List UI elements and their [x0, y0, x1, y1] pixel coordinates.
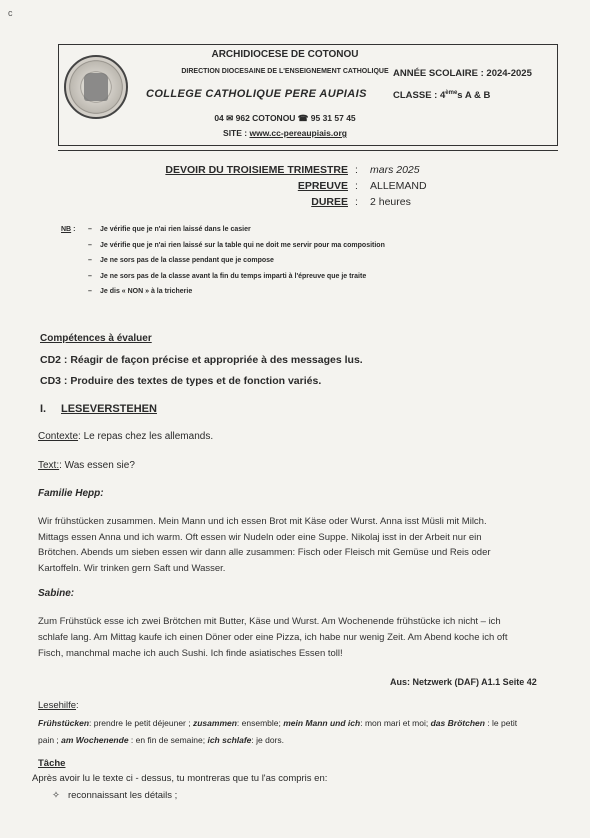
- competence-cd2: CD2 : Réagir de façon précise et appropriée à des messages lus.: [40, 354, 363, 366]
- nb-dash: –: [88, 241, 92, 249]
- exam-epreuve-value: ALLEMAND: [370, 180, 427, 192]
- gloss-fr: : en fin de semaine;: [128, 735, 208, 745]
- header-school-year: ANNÉE SCOLAIRE : 2024-2025: [393, 68, 532, 79]
- exam-epreuve-label: EPREUVE: [297, 180, 348, 192]
- class-suffix: s A & B: [457, 90, 491, 102]
- exam-title-value: mars 2025: [370, 164, 420, 176]
- gloss-fr: : je dors.: [251, 735, 285, 745]
- sabine-colon: :: [70, 588, 75, 599]
- class-sup: ème: [445, 90, 458, 96]
- gloss-de: Frühstücken: [38, 718, 90, 728]
- header-class: [393, 90, 490, 101]
- familie-line: Brötchen. Abends um sieben essen wir dann alle zusammen: Fisch oder Fleisch mit Gemüse und Reis oder: [38, 547, 491, 558]
- nb-dash: –: [88, 257, 92, 264]
- tache-bullet-text: reconnaissant les détails ;: [67, 790, 178, 801]
- familie-colon: :: [100, 488, 104, 499]
- header-contact: 04 ✉ 962 COTONOU ☎ 95 31 57 45: [214, 113, 356, 123]
- site-label: SITE :: [223, 128, 250, 138]
- nb-dash: –: [88, 226, 92, 233]
- context-line: [38, 431, 213, 442]
- gloss-de: ich schlafe: [207, 735, 252, 745]
- sabine-label: Sabine: [38, 588, 71, 599]
- exam-colon-3: :: [355, 196, 358, 208]
- competence-cd3: CD3 : Produire des textes de types et de fonction variés.: [40, 375, 322, 387]
- familie-paragraph: [38, 514, 558, 576]
- nb-item-text: Je ne sors pas de la classe pendant que je compose: [100, 257, 274, 264]
- gloss-fr: : le petit: [484, 718, 518, 728]
- sabine-paragraph: [38, 614, 558, 662]
- nb-label-text: NB: [61, 226, 72, 233]
- lesehilfe-line-2: [38, 735, 284, 745]
- sabine-line: Zum Frühstück esse ich zwei Brötchen mit Butter, Käse und Wurst. Am Wochenende frühstücke ich nicht – ich: [38, 616, 501, 627]
- familie-line: Kartoffeln. Wir trinken gern Saft und Wasser.: [38, 562, 226, 574]
- exam-duree-value: 2 heures: [370, 196, 411, 208]
- competences-title: Compétences à évaluer: [40, 333, 152, 344]
- sabine-heading: [38, 588, 74, 599]
- header-site: [150, 128, 420, 138]
- text-label: Text:: [38, 460, 60, 471]
- sabine-line: schlafe lang. Am Mittag kaufe ich einen Döner oder eine Pizza, ich habe nur wenig Zeit. Am Abend koche ich oft: [38, 632, 508, 643]
- familie-line: Mittags essen Anna und ich warm. Oft essen wir Nudeln oder eine Suppe. Nikolaj isst in der Arbeit nur ein: [38, 531, 482, 543]
- familie-line: Wir frühstücken zusammen. Mein Mann und ich essen Brot mit Käse oder Wurst. Anna isst Müsli mit Milch.: [38, 516, 487, 527]
- lesehilfe-title: Lesehilfe: [38, 700, 77, 711]
- nb-dash: –: [88, 272, 92, 280]
- text-question-line: [38, 460, 135, 471]
- lesehilfe-colon: :: [76, 700, 79, 711]
- exam-colon-1: :: [355, 164, 358, 176]
- seal-figure-icon: [84, 73, 108, 101]
- gloss-de: das Brötchen: [430, 718, 485, 728]
- nb-item-text: Je ne sors pas de la classe avant la fin du temps imparti à l'épreuve que je traite: [100, 272, 367, 280]
- nb-item-text: Je vérifie que je n'ai rien laissé sur la table qui ne doit me servir pour ma composition: [100, 241, 385, 249]
- nb-label: [61, 226, 75, 233]
- tache-bullet: [52, 790, 177, 801]
- sparkle-bullet-icon: ✧: [52, 790, 60, 801]
- section-title: LESEVERSTEHEN: [61, 403, 157, 415]
- header-rule: [58, 150, 558, 151]
- gloss-fr: : ensemble;: [236, 718, 284, 728]
- text-question: : Was essen sie?: [59, 460, 135, 471]
- class-prefix: CLASSE : 4: [393, 90, 446, 102]
- familie-label: Familie Hepp: [38, 488, 101, 499]
- gloss-fr: : mon mari et moi;: [360, 718, 431, 728]
- gloss-fr: pain ;: [38, 735, 62, 745]
- nb-item: [88, 288, 538, 304]
- site-link[interactable]: www.cc-pereaupiais.org: [249, 128, 347, 138]
- familie-heading: [38, 488, 104, 499]
- exam-title-label: DEVOIR DU TROISIEME TRIMESTRE: [165, 164, 348, 176]
- header-org: ARCHIDIOCESE DE COTONOU: [211, 49, 359, 60]
- context-text: : Le repas chez les allemands.: [78, 431, 214, 442]
- gloss-de: zusammen: [192, 718, 237, 728]
- context-label: Contexte: [38, 431, 79, 442]
- nb-colon: :: [73, 226, 76, 233]
- page-mark: c: [8, 8, 13, 18]
- lesehilfe-heading: [38, 700, 79, 711]
- nb-item: [88, 226, 538, 242]
- nb-dash: –: [88, 288, 92, 295]
- source-citation: Aus: Netzwerk (DAF) A1.1 Seite 42: [390, 677, 537, 687]
- nb-item: [88, 273, 538, 289]
- gloss-de: mein Mann und ich: [283, 718, 361, 728]
- nb-item-text: Je dis « NON » à la tricherie: [100, 288, 193, 295]
- nb-list: [88, 226, 538, 304]
- nb-item: [88, 242, 538, 258]
- section-number: I.: [40, 403, 47, 415]
- exam-duree-label: DUREE: [311, 196, 348, 208]
- nb-item-text: Je vérifie que je n'ai rien laissé dans le casier: [100, 226, 251, 233]
- gloss-de: am Wochenende: [61, 735, 129, 745]
- tache-title: Tâche: [38, 758, 66, 769]
- lesehilfe-line-1: [38, 718, 517, 728]
- nb-item: [88, 257, 538, 273]
- header-college: COLLEGE CATHOLIQUE PERE AUPIAIS: [146, 88, 367, 100]
- exam-colon-2: :: [355, 180, 358, 192]
- sabine-line: Fisch, manchmal mache ich auch Sushi. Ich finde asiatisches Essen toll!: [38, 648, 343, 659]
- header-direction: DIRECTION DIOCESAINE DE L'ENSEIGNEMENT CATHOLIQUE: [181, 68, 389, 75]
- gloss-fr: : prendre le petit déjeuner ;: [89, 718, 193, 728]
- tache-intro: Après avoir lu le texte ci - dessus, tu montreras que tu l'as compris en:: [32, 773, 328, 784]
